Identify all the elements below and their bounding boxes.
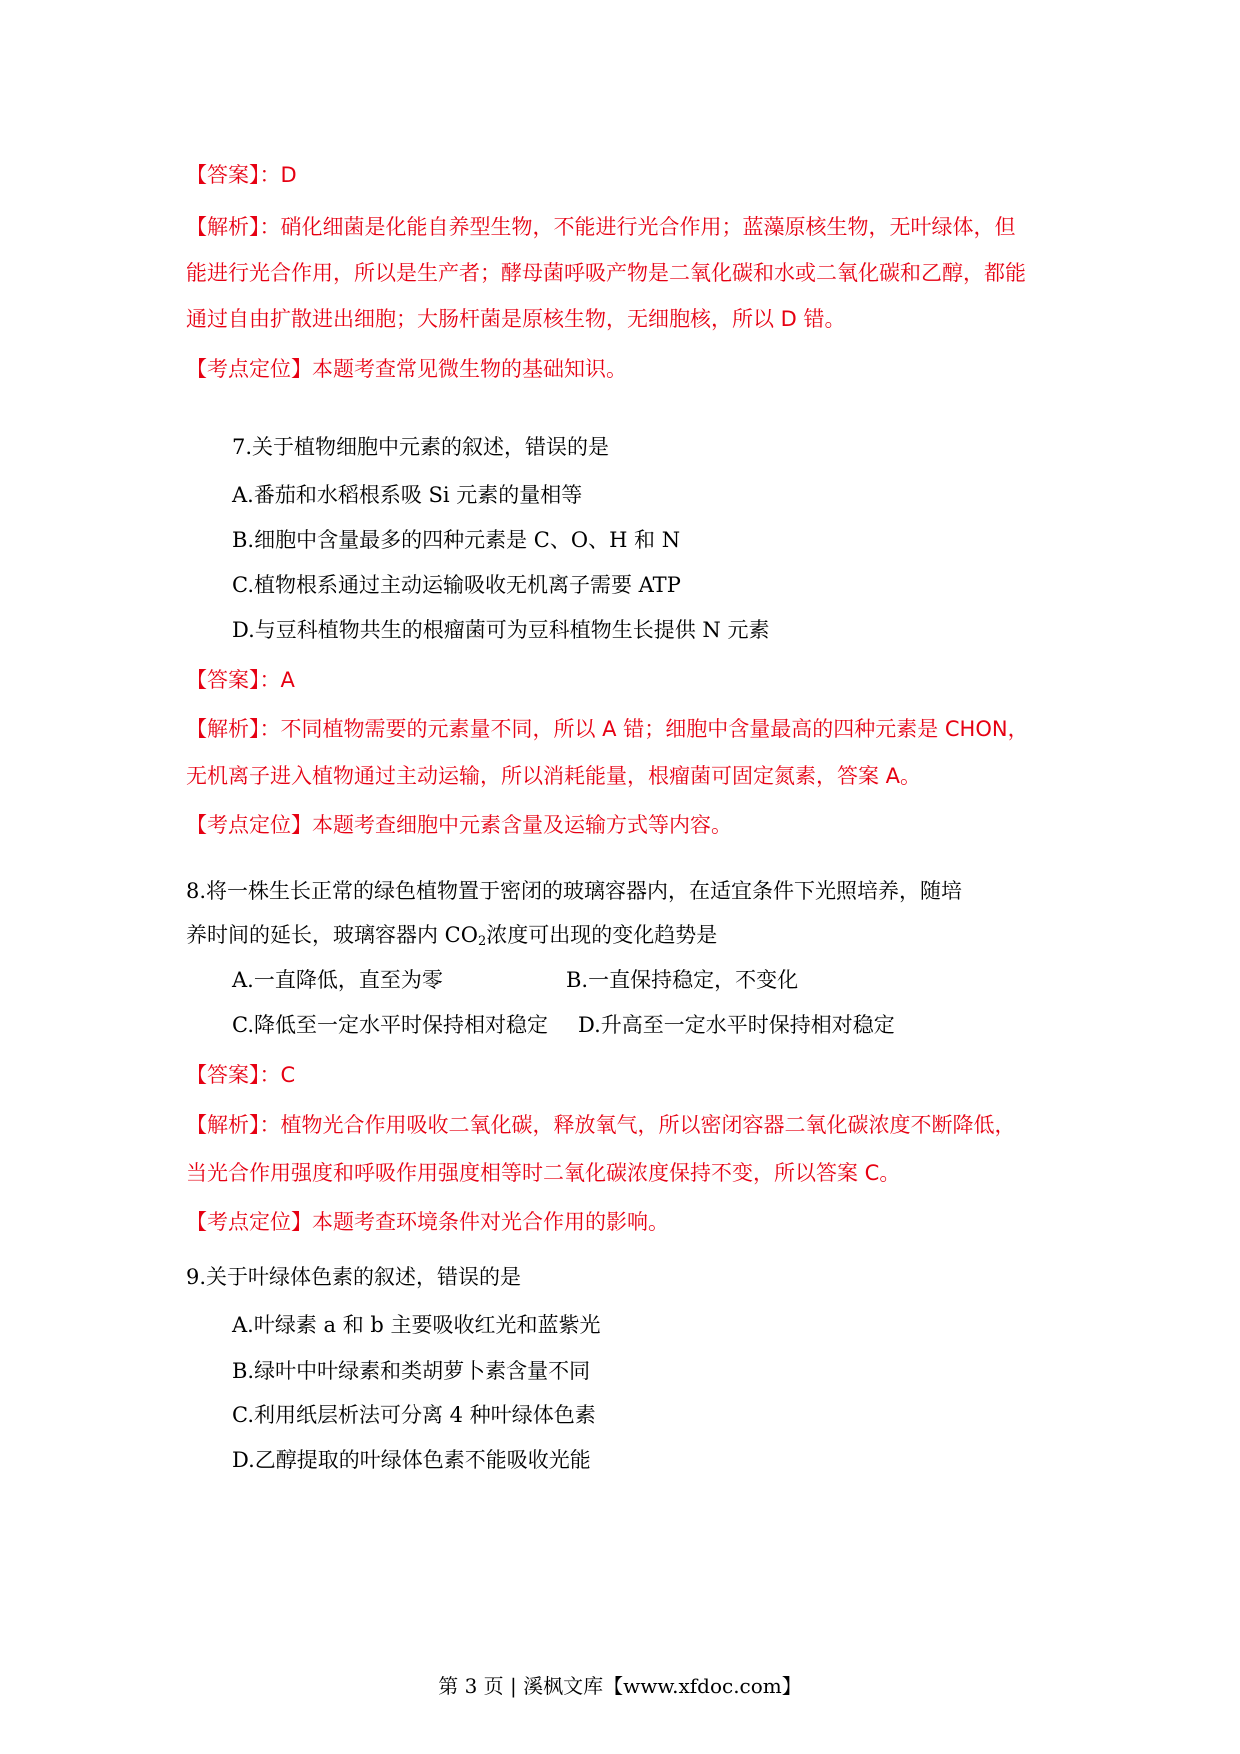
q7-answer: 【答案】：A [186, 668, 295, 692]
q8-analysis-line-1: 【解析】：植物光合作用吸收二氧化碳，释放氧气，所以密闭容器二氧化碳浓度不断降低， [186, 1113, 1016, 1137]
q8-option-c: C.降低至一定水平时保持相对稳定 [232, 1013, 548, 1037]
q7-option-a: A.番茄和水稻根系吸 Si 元素的量相等 [232, 483, 583, 507]
q8-stem-line-2 [186, 920, 717, 957]
q8-option-b: B.一直保持稳定，不变化 [566, 968, 799, 992]
q7-analysis-line-1: 【解析】：不同植物需要的元素量不同，所以 A 错；细胞中含量最高的四种元素是 CHON， [186, 717, 1029, 741]
q7-option-c: C.植物根系通过主动运输吸收无机离子需要 ATP [232, 573, 681, 597]
q6-analysis-line-2: 能进行光合作用，所以是生产者；酵母菌呼吸产物是二氧化碳和水或二氧化碳和乙醇，都能 [186, 261, 1026, 285]
q9-stem: 9.关于叶绿体色素的叙述，错误的是 [186, 1265, 522, 1289]
q8-analysis-line-2: 当光合作用强度和呼吸作用强度相等时二氧化碳浓度保持不变，所以答案 C。 [186, 1161, 901, 1185]
q8-option-d: D.升高至一定水平时保持相对稳定 [578, 1013, 895, 1037]
q6-point: 【考点定位】本题考查常见微生物的基础知识。 [186, 357, 627, 381]
page-footer: 第 3 页 | 溪枫文库【www.xfdoc.com】 [438, 1674, 802, 1698]
q6-analysis-line-1: 【解析】：硝化细菌是化能自养型生物，不能进行光合作用；蓝藻原核生物，无叶绿体，但 [186, 215, 1016, 239]
q8-point: 【考点定位】本题考查环境条件对光合作用的影响。 [186, 1210, 669, 1234]
co2-subscript: 2 [477, 934, 487, 949]
q7-option-b: B.细胞中含量最多的四种元素是 C、O、H 和 N [232, 528, 681, 552]
q9-option-d: D.乙醇提取的叶绿体色素不能吸收光能 [232, 1448, 591, 1472]
q9-option-b: B.绿叶中叶绿素和类胡萝卜素含量不同 [232, 1359, 591, 1383]
q8-answer: 【答案】：C [186, 1063, 296, 1087]
q6-answer: 【答案】：D [186, 163, 297, 187]
q9-option-c: C.利用纸层析法可分离 4 种叶绿体色素 [232, 1403, 596, 1427]
q7-stem: 7.关于植物细胞中元素的叙述，错误的是 [232, 435, 610, 459]
q7-point: 【考点定位】本题考查细胞中元素含量及运输方式等内容。 [186, 813, 732, 837]
q8-stem-line-2-pre: 养时间的延长，玻璃容器内 CO [186, 923, 478, 947]
q8-stem-line-2-post: 浓度可出现的变化趋势是 [486, 923, 718, 947]
q6-analysis-line-3: 通过自由扩散进出细胞；大肠杆菌是原核生物，无细胞核，所以 D 错。 [186, 307, 846, 331]
q7-option-d: D.与豆科植物共生的根瘤菌可为豆科植物生长提供 N 元素 [232, 618, 770, 642]
q9-option-a: A.叶绿素 a 和 b 主要吸收红光和蓝紫光 [232, 1313, 601, 1337]
q8-option-a: A.一直降低，直至为零 [232, 968, 443, 992]
q8-stem-line-1: 8.将一株生长正常的绿色植物置于密闭的玻璃容器内，在适宜条件下光照培养，随培 [186, 879, 963, 903]
q7-analysis-line-2: 无机离子进入植物通过主动运输，所以消耗能量，根瘤菌可固定氮素，答案 A。 [186, 764, 922, 788]
